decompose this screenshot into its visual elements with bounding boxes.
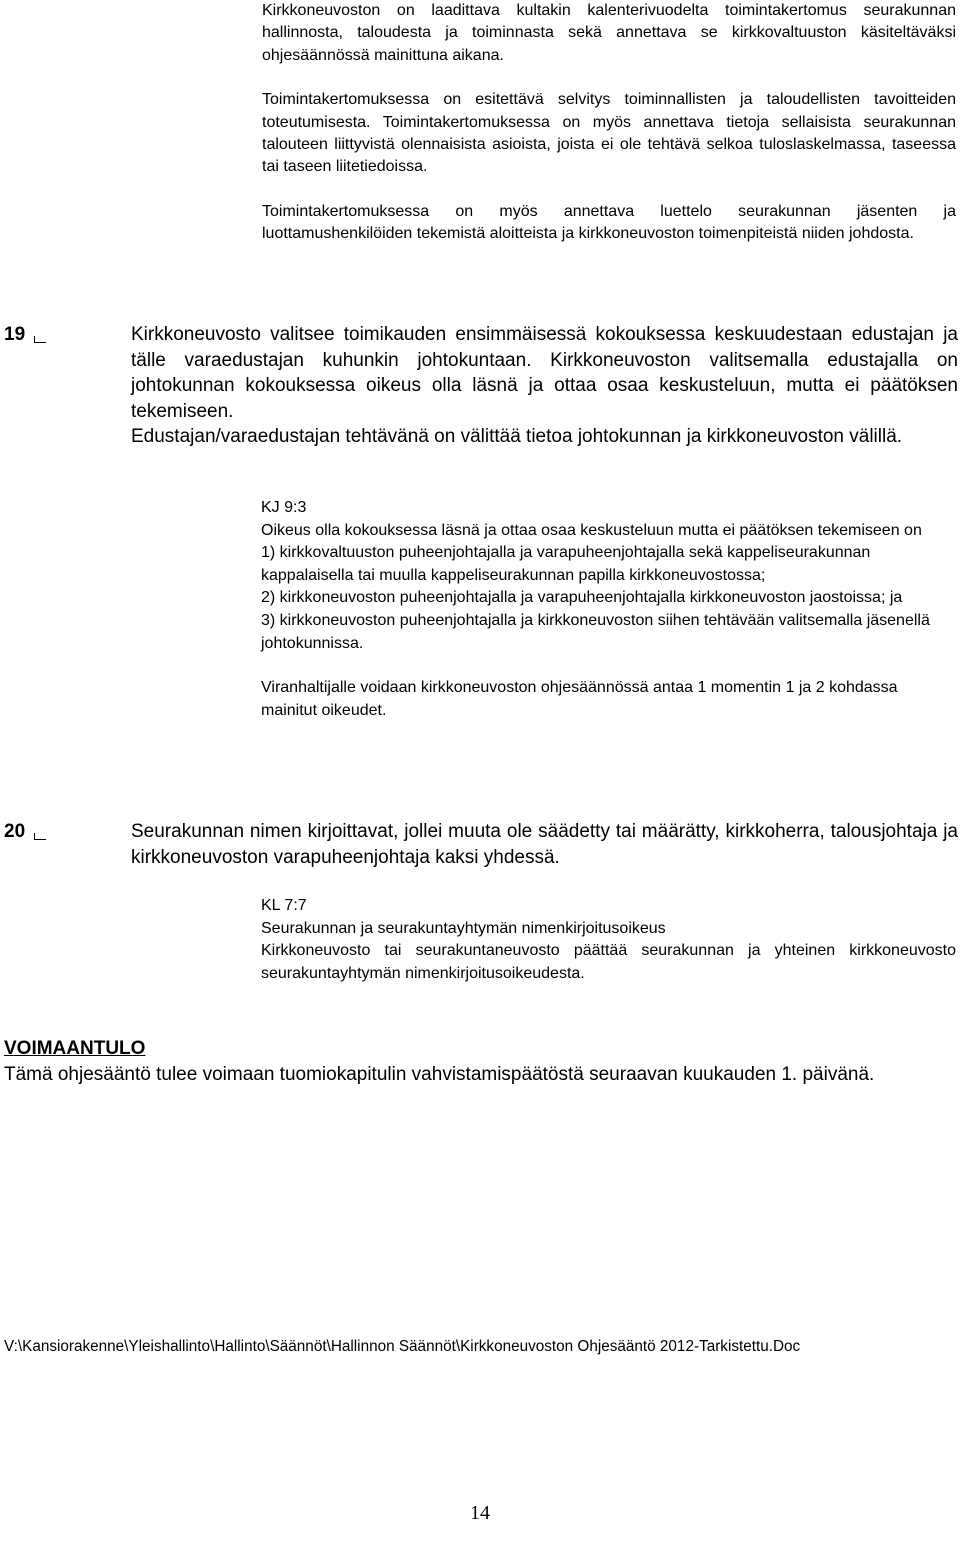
intro-paragraph-1: Kirkkoneuvoston on laadittava kultakin kalenterivuodelta toimintakertomus seurakunnan hallinnosta, taloudesta ja toiminnasta sekä annettava se kirkkovaltuuston käsiteltäväksi ohjesäännössä mainittuna aikana. (262, 2, 956, 64)
intro-block (262, 0, 956, 246)
reference-item: 3) kirkkoneuvoston puheenjohtajalla ja kirkkoneuvoston siihen tehtävään valitsemalla jäsenellä johtokunnissa. (261, 611, 930, 652)
reference-title: KJ 9:3 (261, 499, 307, 516)
section-19 (4, 322, 958, 450)
intro-paragraph-3: Toimintakertomuksessa on myös annettava luettelo seurakunnan jäsenten ja luottamushenkilöiden tekemistä aloitteista ja kirkkoneuvoston toimenpiteistä niiden johdosta. (262, 202, 956, 243)
section-20-paragraph: Seurakunnan nimen kirjoittavat, jollei muuta ole säädetty tai määrätty, kirkkoherra, talousjohtaja ja kirkkoneuvoston varapuheenjohtaja kaksi yhdessä. (131, 821, 958, 868)
voimaantulo-section (4, 1036, 944, 1087)
section-20-number: 20 (4, 821, 26, 842)
intro-paragraph-2: Toimintakertomuksessa on esitettävä selvitys toiminnallisten ja taloudellisten tavoitteiden toteutumisesta. Toimintakertomuksessa on myös annettava tietoja sellaisista seurakunnan talouteen liittyvistä olennaisista asioista, joista ei ole tehtävä selkoa tuloslaskelmassa, taseessa tai taseen liitetiedoissa. (262, 91, 956, 176)
section-19-paragraph-1: Kirkkoneuvosto valitsee toimikauden ensimmäisessä kokouksessa keskuudestaan edustajan ja tälle varaedustajan kuhunkin johtokuntaan. Kirkkoneuvoston valitsemalla edustajalla on johtokunnan kokouksessa oikeus olla läsnä ja ottaa osaa keskusteluun, mutta ei päätöksen tekemiseen. (131, 324, 958, 422)
section-19-text (131, 322, 958, 450)
page-number: 14 (470, 1502, 490, 1524)
section-20 (4, 819, 958, 870)
section-marker-icon (34, 833, 46, 847)
reference-item: 1) kirkkovaltuuston puheenjohtajalla ja varapuheenjohtajalla sekä kappeliseurakunnan kappalaisella tai muulla kappeliseurakunnan papilla kirkkoneuvostossa; (261, 544, 871, 584)
reference-item: 2) kirkkoneuvoston puheenjohtajalla ja varapuheenjohtajalla kirkkoneuvoston jaostoissa; ja (261, 589, 903, 607)
reference-title: KL 7:7 (261, 897, 307, 914)
section-19-number: 19 (4, 324, 26, 345)
footer-file-path: V:\Kansiorakenne\Yleishallinto\Hallinto\Säännöt\Hallinnon Säännöt\Kirkkoneuvoston Ohjesääntö 2012-Tarkistettu.Doc (4, 1338, 801, 1355)
section-20-reference (261, 895, 956, 985)
voimaantulo-text: Tämä ohjesääntö tulee voimaan tuomiokapitulin vahvistamispäätöstä seuraavan kuukauden 1. päivänä. (4, 1063, 875, 1085)
section-19-reference (261, 497, 956, 722)
section-20-text (131, 819, 958, 870)
reference-note: Viranhaltijalle voidaan kirkkoneuvoston ohjesäännössä antaa 1 momentin 1 ja 2 kohdassa mainitut oikeudet. (261, 679, 898, 719)
section-19-paragraph-2: Edustajan/varaedustajan tehtävänä on välittää tietoa johtokunnan ja kirkkoneuvoston välillä. (131, 426, 903, 447)
section-marker-icon (34, 336, 46, 350)
reference-subtitle: Seurakunnan ja seurakuntayhtymän nimenkirjoitusoikeus (261, 919, 666, 937)
reference-line: Oikeus olla kokouksessa läsnä ja ottaa osaa keskusteluun mutta ei päätöksen tekemiseen on (261, 521, 922, 539)
reference-body: Kirkkoneuvosto tai seurakuntaneuvosto päättää seurakunnan ja yhteinen kirkkoneuvosto seurakuntayhtymän nimenkirjoitusoikeudesta. (261, 942, 956, 982)
voimaantulo-heading: VOIMAANTULO (4, 1038, 146, 1059)
